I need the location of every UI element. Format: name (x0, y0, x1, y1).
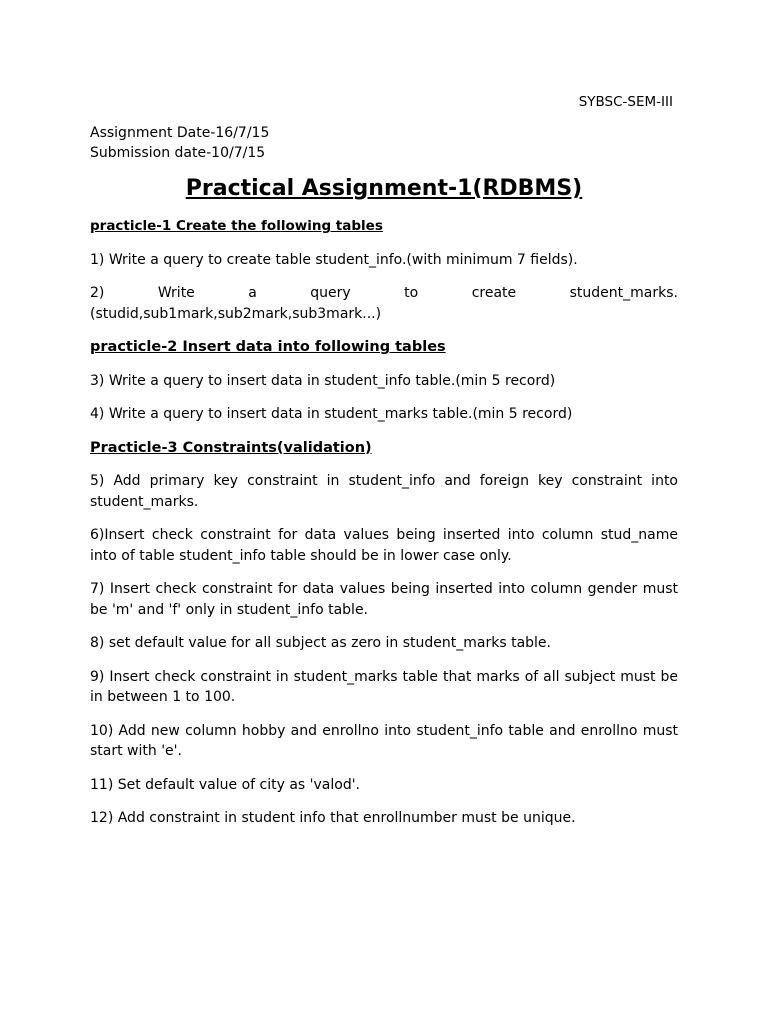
assignment-date: Assignment Date-16/7/15 (90, 125, 270, 141)
question-2-line-1 (90, 283, 678, 304)
question-2 (90, 283, 678, 324)
question-8: 8) set default value for all subject as zero in student_marks table. (90, 635, 551, 651)
question-12: 12) Add constraint in student info that enrollnumber must be unique. (90, 810, 576, 826)
section-heading-2: practicle-2 Insert data into following tables (90, 339, 446, 355)
section-heading-1: practicle-1 Create the following tables (90, 218, 383, 234)
dates-block (90, 123, 269, 163)
question-3: 3) Write a query to insert data in student_info table.(min 5 record) (90, 372, 556, 389)
question-11: 11) Set default value of city as 'valod'. (90, 776, 360, 793)
class-label: SYBSC-SEM-III (578, 94, 673, 110)
submission-date: Submission date-10/7/15 (90, 145, 266, 161)
question-1: 1) Write a query to create table student_info.(with minimum 7 fields). (90, 251, 578, 268)
section-heading-3: Practicle-3 Constraints(validation) (90, 439, 372, 456)
question-6: 6)Insert check constraint for data values being inserted into column stud_name into of table student_info table should be in lower case only. (90, 527, 678, 564)
question-2-word: to (404, 285, 419, 301)
question-2-word: Write (157, 285, 195, 301)
question-2-word: query (310, 285, 351, 301)
document-body (90, 216, 678, 842)
question-4: 4) Write a query to insert data in student_marks table.(min 5 record) (90, 406, 573, 422)
question-2-line-2: (studid,sub1mark,sub2mark,sub3mark...) (90, 305, 382, 322)
question-7: 7) Insert check constraint for data values being inserted into column gender must be 'm' and 'f' only in student_info table. (90, 581, 678, 618)
document-title: Practical Assignment-1(RDBMS) (185, 176, 583, 201)
question-2-word: a (248, 285, 257, 301)
question-2-word: 2) (90, 285, 105, 301)
question-2-word: student_marks. (569, 285, 678, 301)
question-9: 9) Insert check constraint in student_marks table that marks of all subject must be in between 1 to 100. (90, 668, 678, 705)
question-10: 10) Add new column hobby and enrollno into student_info table and enrollno must start with 'e'. (90, 722, 678, 759)
question-5: 5) Add primary key constraint in student_info and foreign key constraint into student_marks. (90, 473, 678, 510)
question-2-word: create (471, 285, 517, 301)
